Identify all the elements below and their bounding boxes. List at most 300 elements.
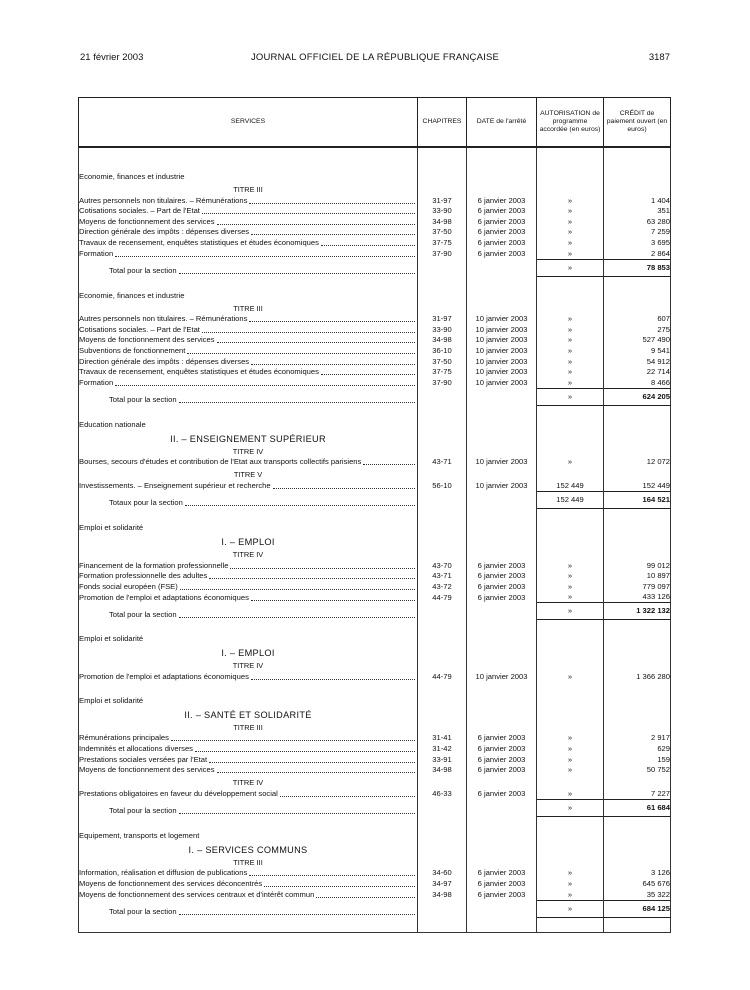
total-row (79, 799, 671, 816)
date-cell: 6 janvier 2003 (467, 733, 537, 744)
dot-leader (209, 578, 415, 579)
empty-cell (537, 706, 604, 720)
service-text: Moyens de fonctionnement des services (79, 216, 215, 226)
credit-cell: 433 126 (604, 592, 671, 603)
date-cell: 10 janvier 2003 (467, 324, 537, 335)
dot-leader (321, 374, 415, 375)
autorisation-cell: » (537, 237, 604, 248)
chapitre-cell: 34-97 (418, 878, 467, 889)
dot-leader (363, 464, 415, 465)
empty-cell (418, 696, 467, 706)
spacer-row (79, 917, 671, 932)
dot-leader (179, 617, 415, 618)
table-row (79, 743, 671, 754)
dot-leader (202, 213, 415, 214)
chapitre-cell: 56-10 (418, 480, 467, 491)
empty-cell (537, 523, 604, 533)
table-row (79, 733, 671, 744)
titre-heading: TITRE III (79, 301, 418, 314)
titre-heading-row (79, 182, 671, 195)
table-row (79, 581, 671, 592)
empty-cell (467, 276, 537, 291)
empty-cell (604, 720, 671, 733)
leader-line (79, 325, 417, 335)
dot-leader (217, 224, 416, 225)
date-cell: 6 janvier 2003 (467, 248, 537, 259)
spacer-row (79, 508, 671, 523)
titre-heading: TITRE IV (79, 775, 418, 788)
leader-line (79, 227, 417, 237)
empty-cell (604, 508, 671, 523)
service-cell (79, 480, 418, 491)
credit-cell: 22 714 (604, 367, 671, 378)
empty-cell (537, 720, 604, 733)
section-heading: Emploi et solidarité (79, 523, 418, 533)
autorisation-cell: » (537, 889, 604, 900)
service-cell (79, 592, 418, 603)
credit-cell: 78 853 (604, 259, 671, 276)
service-text: Moyens de fonctionnement des services (79, 765, 215, 775)
empty-cell (418, 405, 467, 420)
service-cell (79, 345, 418, 356)
empty-cell (537, 533, 604, 547)
autorisation-cell: » (537, 868, 604, 879)
service-text: Direction générale des impôts : dépenses diverses (79, 227, 250, 237)
service-cell (79, 788, 418, 799)
empty-cell (418, 172, 467, 182)
section-heading-row (79, 523, 671, 533)
autorisation-cell: » (537, 571, 604, 582)
titre-heading: TITRE III (79, 855, 418, 868)
service-cell (79, 237, 418, 248)
leader-line (79, 868, 417, 878)
empty-cell (418, 816, 467, 831)
chapitre-cell: 43-71 (418, 457, 467, 468)
date-cell (467, 388, 537, 405)
dot-leader (179, 402, 415, 403)
chapitre-cell: 34-98 (418, 335, 467, 346)
total-row (79, 603, 671, 620)
service-text: Fonds social européen (FSE) (79, 581, 178, 591)
empty-cell (418, 855, 467, 868)
date-cell (467, 603, 537, 620)
table-row (79, 765, 671, 776)
autorisation-cell: » (537, 206, 604, 217)
credit-cell: 629 (604, 743, 671, 754)
credit-cell: 8 466 (604, 377, 671, 388)
section-heading: Emploi et solidarité (79, 696, 418, 706)
col-header-chapitres: CHAPITRES (418, 98, 467, 148)
chapitre-cell: 37-75 (418, 237, 467, 248)
empty-cell (418, 533, 467, 547)
date-cell: 10 janvier 2003 (467, 377, 537, 388)
service-text: Autres personnels non titulaires. – Rémunérations (79, 314, 248, 324)
leader-line (79, 346, 417, 356)
leader-line (79, 890, 417, 900)
autorisation-cell: » (537, 592, 604, 603)
table-row (79, 788, 671, 799)
subsection-heading: II. – ENSEIGNEMENT SUPÉRIEUR (79, 430, 418, 444)
dot-leader (217, 772, 416, 773)
service-text: Total pour la section (109, 266, 177, 276)
autorisation-cell: » (537, 671, 604, 682)
dot-leader (217, 342, 416, 343)
service-cell (79, 367, 418, 378)
date-cell: 6 janvier 2003 (467, 195, 537, 206)
dot-leader (316, 897, 415, 898)
autorisation-cell: 152 449 (537, 491, 604, 508)
service-cell (79, 754, 418, 765)
empty-cell (467, 620, 537, 635)
leader-line (109, 266, 417, 276)
empty-cell (537, 420, 604, 430)
empty-cell (79, 620, 418, 635)
empty-cell (467, 420, 537, 430)
service-cell (79, 765, 418, 776)
leader-line (79, 335, 417, 345)
credit-cell: 54 912 (604, 356, 671, 367)
empty-cell (467, 917, 537, 932)
col-header-autorisation: AUTORISATION de programme accordée (en euros) (537, 98, 604, 148)
leader-line (79, 755, 417, 765)
credit-cell: 351 (604, 206, 671, 217)
date-cell (467, 900, 537, 917)
service-text: Rémunérations principales (79, 733, 169, 743)
empty-cell (537, 405, 604, 420)
credit-cell: 35 322 (604, 889, 671, 900)
empty-cell (604, 831, 671, 841)
autorisation-cell: » (537, 324, 604, 335)
header-date: 21 février 2003 (80, 52, 144, 63)
service-text: Moyens de fonctionnement des services déconcentrés (79, 879, 263, 889)
date-cell (467, 259, 537, 276)
spacer-row (79, 620, 671, 635)
date-cell: 6 janvier 2003 (467, 788, 537, 799)
leader-line (109, 806, 417, 816)
leader-line (79, 457, 417, 467)
page-number: 3187 (648, 52, 670, 63)
leader-line (79, 357, 417, 367)
date-cell: 6 janvier 2003 (467, 571, 537, 582)
empty-cell (604, 841, 671, 855)
table-header-row (79, 98, 671, 148)
credit-cell: 624 205 (604, 388, 671, 405)
titre-heading: TITRE III (79, 720, 418, 733)
empty-cell (604, 405, 671, 420)
empty-cell (79, 816, 418, 831)
service-cell (79, 671, 418, 682)
total-row (79, 259, 671, 276)
date-cell: 6 janvier 2003 (467, 868, 537, 879)
service-text: Prestations sociales versées par l'Etat (79, 754, 208, 764)
section-heading-row (79, 831, 671, 841)
service-text: Promotion de l'emploi et adaptations économiques (79, 592, 249, 602)
chapitre-cell (418, 799, 467, 816)
credit-cell: 63 280 (604, 216, 671, 227)
leader-line (79, 879, 417, 889)
date-cell: 10 janvier 2003 (467, 356, 537, 367)
empty-cell (604, 430, 671, 444)
empty-cell (467, 816, 537, 831)
date-cell: 6 janvier 2003 (467, 743, 537, 754)
empty-cell (604, 301, 671, 314)
service-cell (79, 248, 418, 259)
empty-cell (537, 775, 604, 788)
empty-cell (537, 841, 604, 855)
empty-cell (418, 301, 467, 314)
empty-cell (418, 467, 467, 480)
empty-cell (418, 841, 467, 855)
subsection-heading: I. – EMPLOI (79, 644, 418, 658)
service-cell (79, 206, 418, 217)
spacer-row (79, 816, 671, 831)
section-heading-row (79, 291, 671, 301)
service-text: Information, réalisation et diffusion de publications (79, 868, 248, 878)
chapitre-cell (418, 259, 467, 276)
empty-cell (79, 405, 418, 420)
total-label (79, 900, 418, 917)
empty-cell (418, 147, 467, 172)
dot-leader (251, 679, 415, 680)
dot-leader (115, 256, 415, 257)
chapitre-cell: 37-50 (418, 227, 467, 238)
leader-line (79, 582, 417, 592)
service-cell (79, 314, 418, 325)
empty-cell (79, 276, 418, 291)
empty-cell (604, 172, 671, 182)
table-row (79, 345, 671, 356)
empty-cell (467, 291, 537, 301)
total-row (79, 900, 671, 917)
date-cell: 6 janvier 2003 (467, 592, 537, 603)
empty-cell (537, 291, 604, 301)
empty-cell (537, 508, 604, 523)
empty-cell (604, 620, 671, 635)
table-row (79, 480, 671, 491)
date-cell: 6 janvier 2003 (467, 754, 537, 765)
service-text: Autres personnels non titulaires. – Rémunérations (79, 195, 248, 205)
dot-leader (249, 875, 415, 876)
dot-leader (180, 589, 415, 590)
chapitre-cell: 43-72 (418, 581, 467, 592)
empty-cell (467, 547, 537, 560)
section-heading-row (79, 172, 671, 182)
credit-cell: 1 404 (604, 195, 671, 206)
dot-leader (251, 234, 415, 235)
date-cell: 6 janvier 2003 (467, 216, 537, 227)
titre-heading: TITRE IV (79, 658, 418, 671)
empty-cell (467, 301, 537, 314)
dot-leader (171, 740, 415, 741)
service-text: Prestations obligatoires en faveur du développement social (79, 789, 278, 799)
service-text: Formation professionnelle des adultes (79, 571, 208, 581)
titre-heading: TITRE IV (79, 547, 418, 560)
dot-leader (115, 385, 415, 386)
service-cell (79, 868, 418, 879)
empty-cell (418, 444, 467, 457)
service-text: Moyens de fonctionnement des services centraux et d'intérêt commun (79, 890, 315, 900)
empty-cell (467, 696, 537, 706)
autorisation-cell: 152 449 (537, 480, 604, 491)
autorisation-cell: » (537, 560, 604, 571)
service-text: Total pour la section (109, 907, 177, 917)
empty-cell (537, 182, 604, 195)
chapitre-cell (418, 900, 467, 917)
service-text: Promotion de l'emploi et adaptations économiques (79, 671, 249, 681)
empty-cell (604, 696, 671, 706)
titre-heading-row (79, 855, 671, 868)
leader-line (109, 907, 417, 917)
service-text: Travaux de recensement, enquêtes statistiques et études économiques (79, 367, 319, 377)
empty-cell (537, 634, 604, 644)
dot-leader (185, 505, 415, 506)
total-label (79, 491, 418, 508)
credit-cell: 275 (604, 324, 671, 335)
table-row (79, 227, 671, 238)
date-cell: 6 janvier 2003 (467, 878, 537, 889)
leader-line (79, 249, 417, 259)
titre-heading-row (79, 658, 671, 671)
subsection-heading-row (79, 706, 671, 720)
leader-line (79, 206, 417, 216)
empty-cell (604, 775, 671, 788)
empty-cell (467, 658, 537, 671)
credit-cell: 527 490 (604, 335, 671, 346)
dot-leader (202, 332, 415, 333)
date-cell: 6 janvier 2003 (467, 765, 537, 776)
dot-leader (280, 796, 415, 797)
service-cell (79, 216, 418, 227)
empty-cell (604, 276, 671, 291)
date-cell: 6 janvier 2003 (467, 889, 537, 900)
table-row (79, 878, 671, 889)
titre-heading-row (79, 547, 671, 560)
table-row (79, 367, 671, 378)
subsection-heading: II. – SANTÉ ET SOLIDARITÉ (79, 706, 418, 720)
service-cell (79, 377, 418, 388)
chapitre-cell: 44-79 (418, 592, 467, 603)
empty-cell (537, 430, 604, 444)
dot-leader (195, 751, 415, 752)
table-row (79, 314, 671, 325)
chapitre-cell (418, 491, 467, 508)
dot-leader (230, 568, 415, 569)
empty-cell (537, 682, 604, 696)
chapitre-cell: 31-97 (418, 314, 467, 325)
table-row (79, 457, 671, 468)
empty-cell (537, 276, 604, 291)
leader-line (79, 196, 417, 206)
service-text: Travaux de recensement, enquêtes statistiques et études économiques (79, 237, 319, 247)
chapitre-cell: 31-41 (418, 733, 467, 744)
autorisation-cell: » (537, 878, 604, 889)
service-text: Totaux pour la section (109, 498, 183, 508)
dot-leader (249, 203, 415, 204)
date-cell: 6 janvier 2003 (467, 560, 537, 571)
empty-cell (467, 720, 537, 733)
service-cell (79, 581, 418, 592)
table-row (79, 324, 671, 335)
leader-line (79, 765, 417, 775)
credit-cell: 12 072 (604, 457, 671, 468)
col-header-services: SERVICES (79, 98, 418, 148)
leader-line (79, 571, 417, 581)
section-heading-row (79, 696, 671, 706)
credit-cell: 10 897 (604, 571, 671, 582)
total-row (79, 491, 671, 508)
dot-leader (179, 273, 415, 274)
service-text: Total pour la section (109, 609, 177, 619)
credit-cell: 607 (604, 314, 671, 325)
leader-line (79, 217, 417, 227)
chapitre-cell (418, 388, 467, 405)
dot-leader (251, 364, 415, 365)
credit-cell: 645 676 (604, 878, 671, 889)
empty-cell (467, 682, 537, 696)
dot-leader (321, 245, 415, 246)
total-label (79, 603, 418, 620)
credit-cell: 3 126 (604, 868, 671, 879)
service-cell (79, 457, 418, 468)
credit-cell: 7 227 (604, 788, 671, 799)
autorisation-cell: » (537, 603, 604, 620)
credit-cell: 2 917 (604, 733, 671, 744)
chapitre-cell: 43-70 (418, 560, 467, 571)
autorisation-cell: » (537, 457, 604, 468)
total-label (79, 799, 418, 816)
service-text: Subventions de fonctionnement (79, 345, 186, 355)
section-heading: Emploi et solidarité (79, 634, 418, 644)
dot-leader (251, 600, 415, 601)
autorisation-cell: » (537, 367, 604, 378)
autorisation-cell: » (537, 216, 604, 227)
journal-title: JOURNAL OFFICIEL DE LA RÉPUBLIQUE FRANÇAISE (250, 52, 500, 63)
service-cell (79, 560, 418, 571)
leader-line (79, 378, 417, 388)
empty-cell (537, 855, 604, 868)
leader-line (79, 593, 417, 603)
leader-line (79, 367, 417, 377)
col-header-date: DATE de l'arrêté (467, 98, 537, 148)
empty-cell (467, 182, 537, 195)
empty-cell (467, 831, 537, 841)
credit-cell: 1 366 280 (604, 671, 671, 682)
credit-cell: 7 259 (604, 227, 671, 238)
leader-line (79, 733, 417, 743)
date-cell: 10 janvier 2003 (467, 480, 537, 491)
empty-cell (604, 917, 671, 932)
credit-cell: 50 752 (604, 765, 671, 776)
empty-cell (467, 775, 537, 788)
empty-cell (537, 172, 604, 182)
table-row (79, 377, 671, 388)
chapitre-cell: 44-79 (418, 671, 467, 682)
empty-cell (604, 291, 671, 301)
autorisation-cell: » (537, 377, 604, 388)
date-cell: 10 janvier 2003 (467, 335, 537, 346)
chapitre-cell: 34-60 (418, 868, 467, 879)
leader-line (79, 238, 417, 248)
leader-line (79, 672, 417, 682)
service-cell (79, 733, 418, 744)
service-cell (79, 335, 418, 346)
table-row (79, 592, 671, 603)
subsection-heading-row (79, 533, 671, 547)
empty-cell (467, 172, 537, 182)
credits-table (78, 97, 671, 933)
chapitre-cell: 37-75 (418, 367, 467, 378)
service-text: Formation (79, 378, 114, 388)
